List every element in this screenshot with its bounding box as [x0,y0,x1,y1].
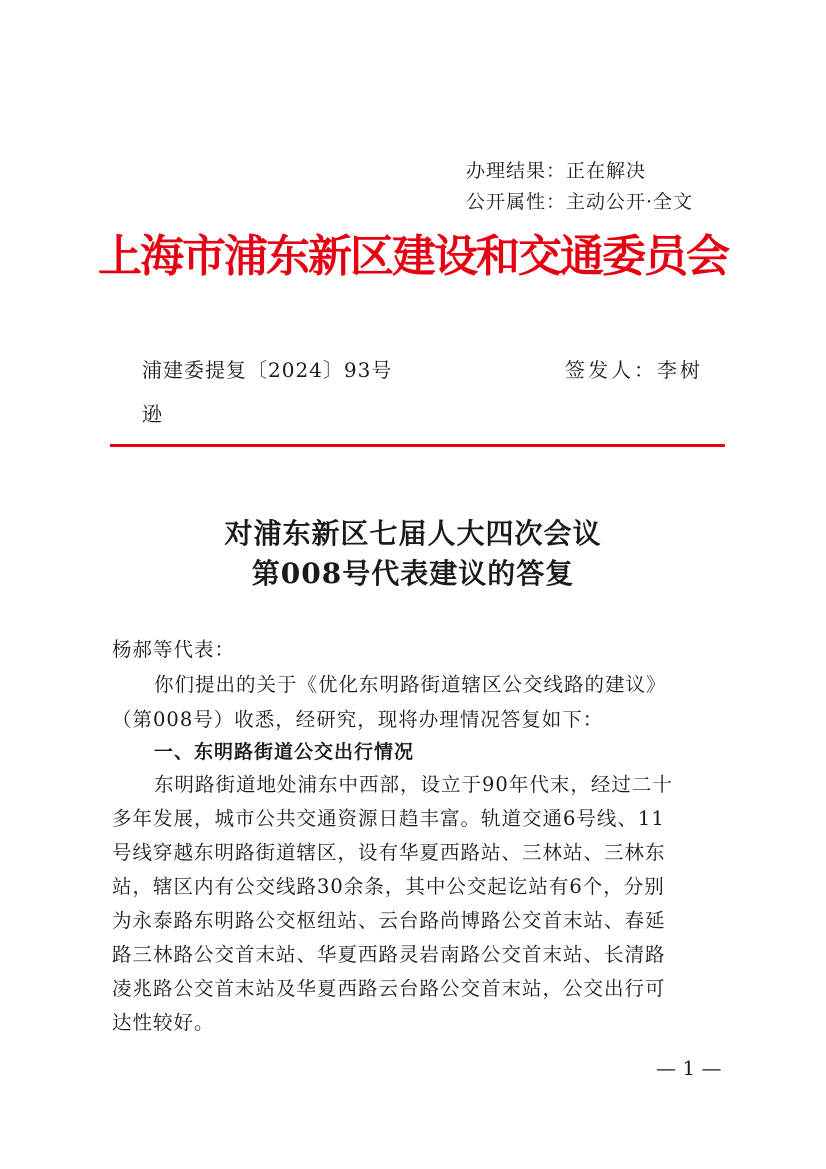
document-title-line1: 对浦东新区七届人大四次会议 [224,517,602,550]
salutation: 杨郝等代表： [112,638,236,661]
red-divider-line [110,444,725,447]
paragraph-line: 号线穿越东明路街道辖区，设有华夏西路站、三林站、三林东 [112,841,666,864]
paragraph-line: 站，辖区内有公交线路30余条，其中公交起讫站有6个，分别 [112,875,665,898]
paragraph-line: 为永泰路东明路公交枢纽站、云台路尚博路公交首末站、春延 [112,909,666,932]
section-heading: 一、东明路街道公交出行情况 [154,741,415,763]
signer-continued: 逊 [142,402,162,426]
paragraph-line: 多年发展，城市公共交通资源日趋丰富。轨道交通6号线、11 [112,807,665,830]
paragraph-line: （第008号）收悉，经研究，现将办理情况答复如下： [112,708,604,731]
signer: 签发人：李树 [565,358,703,382]
paragraph-line: 达性较好。 [112,1011,215,1034]
publicity-attribute: 公开属性：主动公开·全文 [466,191,694,213]
paragraph-line: 你们提出的关于《优化东明路街道辖区公交线路的建议》 [154,673,667,696]
document-title-line2: 第008号代表建议的答复 [251,557,575,590]
paragraph-line: 东明路街道地处浦东中西部，设立于90年代末，经过二十 [154,773,673,796]
paragraph-line: 路三林路公交首末站、华夏西路灵岩南路公交首末站、长清路 [112,943,666,966]
organization-header: 上海市浦东新区建设和交通委员会 [98,231,728,282]
document-number: 浦建委提复〔2024〕93号 [142,358,393,382]
result-status: 办理结果：正在解决 [466,160,647,182]
page-number: — 1 — [656,1056,722,1080]
paragraph-line: 凌兆路公交首末站及华夏西路云台路公交首末站，公交出行可 [112,977,666,1000]
